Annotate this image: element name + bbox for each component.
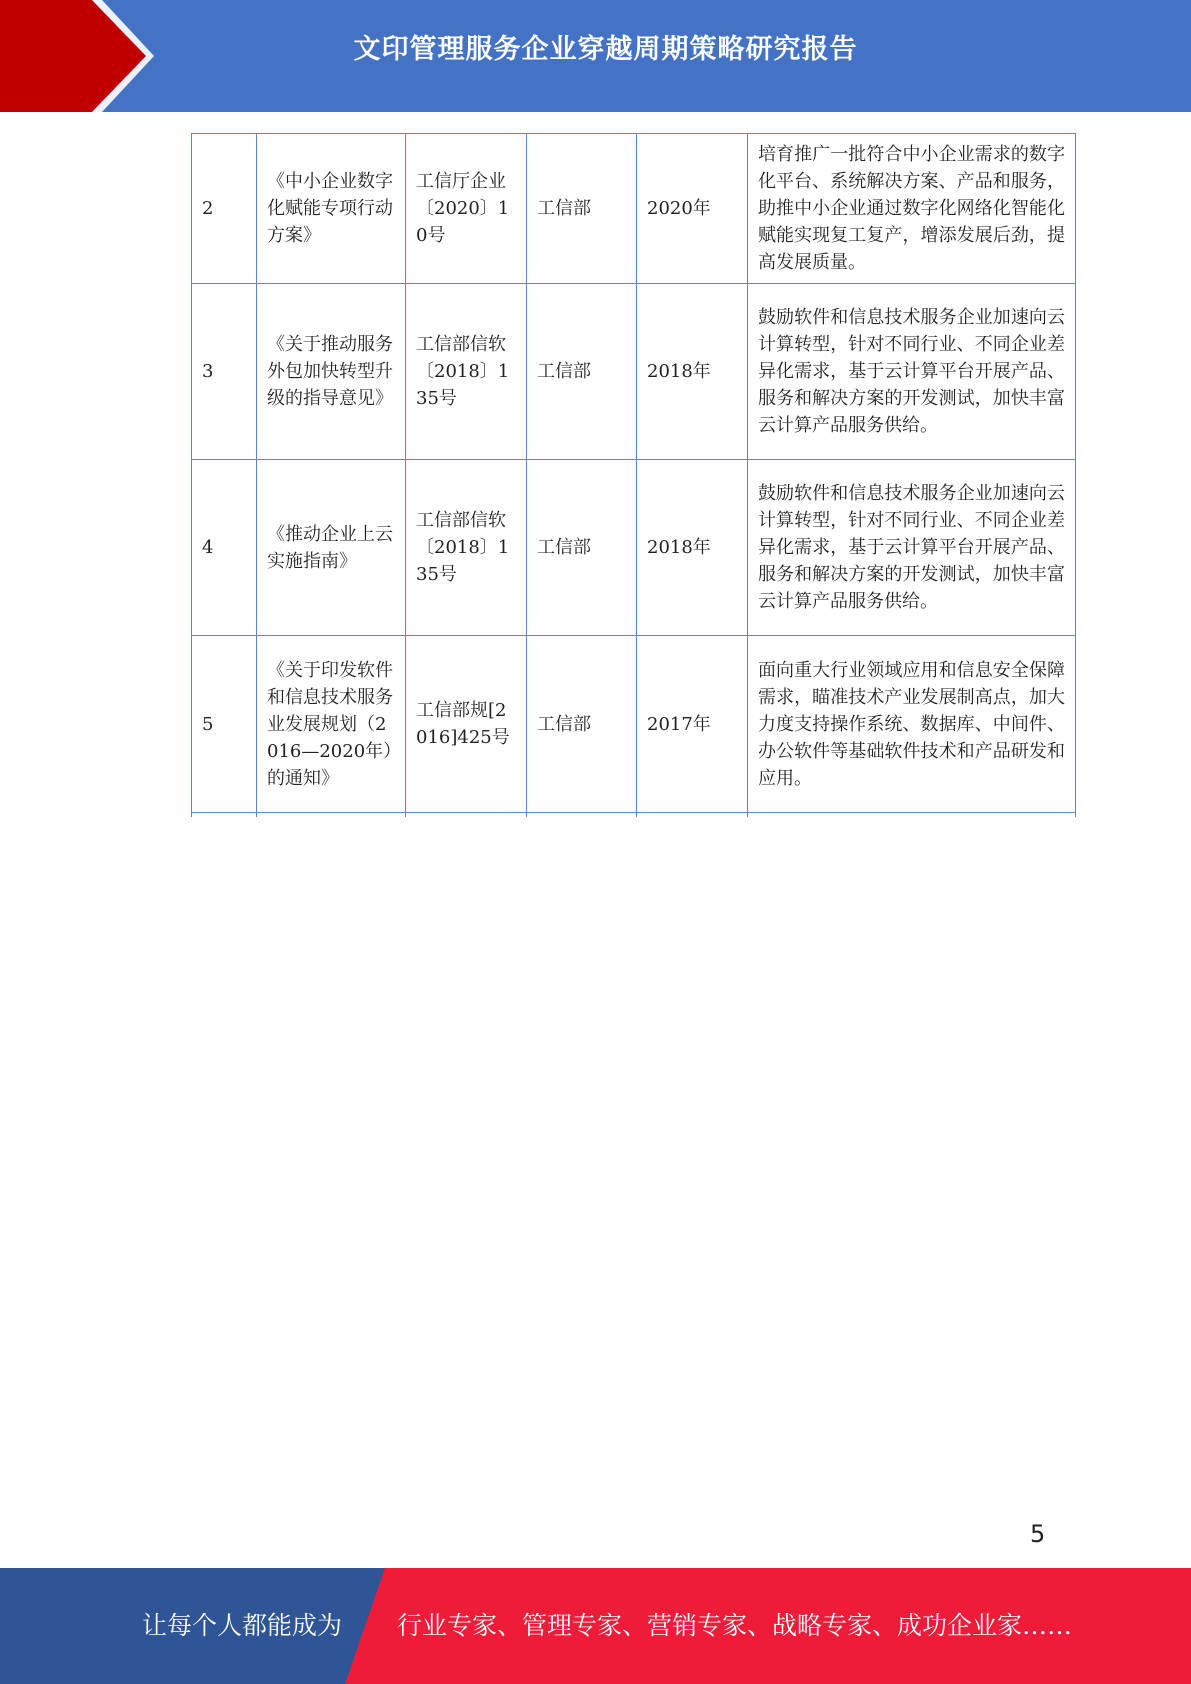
policy-name: 《关于推动服务外包加快转型升级的指导意见》 xyxy=(257,284,406,460)
document-number: 工信部规[2016]425号 xyxy=(406,636,527,813)
policy-name: 《中小企业数字化赋能专项行动方案》 xyxy=(257,134,406,284)
issue-year: 2018年 xyxy=(637,460,748,636)
issue-year: 2018年 xyxy=(637,284,748,460)
footer-slogan-left: 让每个人都能成为 xyxy=(142,1611,343,1640)
issuing-department: 工信部 xyxy=(527,636,637,813)
document-number: 工信部信软〔2018〕135号 xyxy=(406,460,527,636)
document-title: 文印管理服务企业穿越周期策略研究报告 xyxy=(353,34,858,65)
table-row xyxy=(192,134,1076,284)
table-cell xyxy=(192,813,257,818)
page-footer xyxy=(0,1568,1191,1684)
issue-year: 2020年 xyxy=(637,134,748,284)
row-number: 4 xyxy=(192,460,257,636)
issuing-department: 工信部 xyxy=(527,284,637,460)
policy-content: 面向重大行业领域应用和信息安全保障需求，瞄准技术产业发展制高点，加大力度支持操作系统、数据库、中间件、办公软件等基础软件技术和产品研发和应用。 xyxy=(748,636,1076,813)
row-number: 3 xyxy=(192,284,257,460)
policy-content: 鼓励软件和信息技术服务企业加速向云计算转型，针对不同行业、不同企业差异化需求，基于云计算平台开展产品、服务和解决方案的开发测试，加快丰富云计算产品服务供给。 xyxy=(748,460,1076,636)
issuing-department: 工信部 xyxy=(527,134,637,284)
table-row-continuation xyxy=(192,813,1076,818)
document-number: 工信部信软〔2018〕135号 xyxy=(406,284,527,460)
row-number: 2 xyxy=(192,134,257,284)
policy-name: 《关于印发软件和信息技术服务业发展规划（2016—2020年）的通知》 xyxy=(257,636,406,813)
page-header xyxy=(0,0,1191,112)
document-number: 工信厅企业〔2020〕10号 xyxy=(406,134,527,284)
table-cell xyxy=(257,813,406,818)
issue-year: 2017年 xyxy=(637,636,748,813)
policy-table xyxy=(191,133,1076,817)
table-cell xyxy=(637,813,748,818)
policy-content: 培育推广一批符合中小企业需求的数字化平台、系统解决方案、产品和服务，助推中小企业通过数字化网络化智能化赋能实现复工复产，增添发展后劲，提高发展质量。 xyxy=(748,134,1076,284)
policy-name: 《推动企业上云实施指南》 xyxy=(257,460,406,636)
table-row xyxy=(192,284,1076,460)
footer-slogan-right: 行业专家、管理专家、营销专家、战略专家、成功企业家…… xyxy=(397,1611,1073,1640)
table-cell xyxy=(527,813,637,818)
policy-content: 鼓励软件和信息技术服务企业加速向云计算转型，针对不同行业、不同企业差异化需求，基于云计算平台开展产品、服务和解决方案的开发测试，加快丰富云计算产品服务供给。 xyxy=(748,284,1076,460)
table-cell xyxy=(748,813,1076,818)
row-number: 5 xyxy=(192,636,257,813)
page-number: 5 xyxy=(1030,1520,1046,1548)
issuing-department: 工信部 xyxy=(527,460,637,636)
table-row xyxy=(192,460,1076,636)
table-row xyxy=(192,636,1076,813)
table-cell xyxy=(406,813,527,818)
